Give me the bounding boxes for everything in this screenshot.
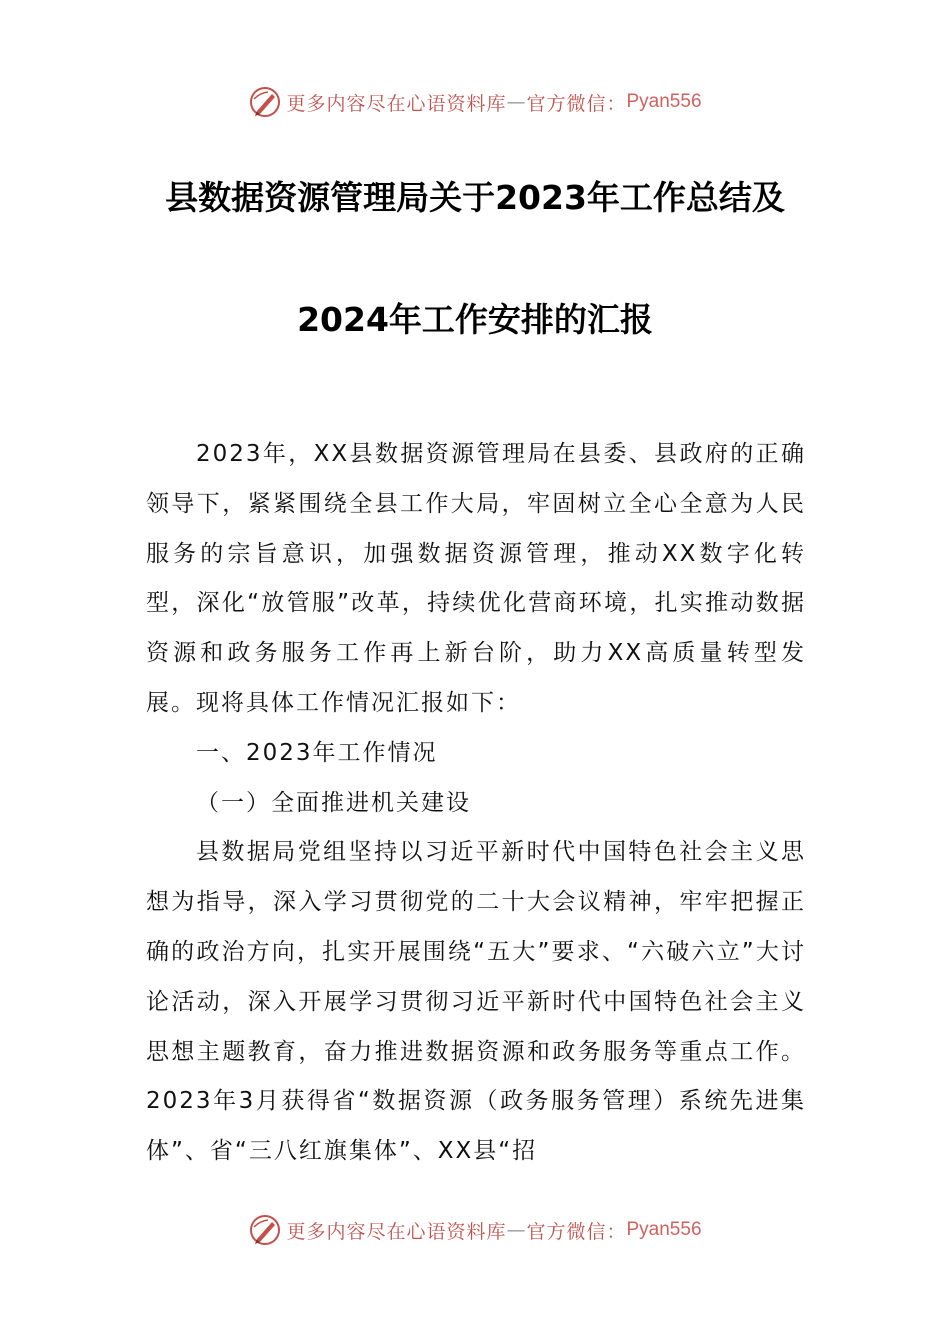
wechat-label: 官方微信： [526, 1220, 627, 1243]
document-title-line-2: 2024年工作安排的汇报 [297, 300, 653, 339]
wechat-label: 官方微信： [526, 92, 627, 115]
document-title-line-1: 县数据资源管理局关于2023年工作总结及 [165, 178, 785, 217]
document-body [146, 430, 806, 1177]
promo-dash: — [506, 91, 527, 113]
wechat-id: Pyan556 [626, 1219, 702, 1240]
header-banner [0, 80, 950, 124]
wechat-id: Pyan556 [626, 91, 702, 112]
promo-text: 更多内容尽在心语资料库 [286, 92, 507, 115]
section-heading: 一、2023年工作情况 [196, 739, 438, 766]
pen-logo-icon [248, 1213, 282, 1247]
promo-dash: — [506, 1219, 527, 1241]
promo-text: 更多内容尽在心语资料库 [286, 1220, 507, 1243]
body-paragraph: 县数据局党组坚持以习近平新时代中国特色社会主义思想为指导，深入学习贯彻党的二十大会议精神，牢牢把握正确的政治方向，扎实开展围绕“五大”要求、“六破六立”大讨论活动，深入开展学习贯彻习近平新时代中国特色社会主义思想主题教育，奋力推进数据资源和政务服务等重点工作。2023年3月获得省“数据资源（政务服务管理）系统先进集体”、省“三八红旗集体”、XX县“招 [146, 839, 806, 1165]
pen-logo-icon [248, 85, 282, 119]
subsection-heading: （一）全面推进机关建设 [196, 789, 471, 816]
footer-banner [0, 1208, 950, 1252]
intro-paragraph: 2023年，XX县数据资源管理局在县委、县政府的正确领导下，紧紧围绕全县工作大局，牢固树立全心全意为人民服务的宗旨意识，加强数据资源管理，推动XX数字化转型，深化“放管服”改革，持续优化营商环境，扎实推动数据资源和政务服务工作再上新台阶，助力XX高质量转型发展。现将具体工作情况汇报如下： [146, 441, 806, 716]
